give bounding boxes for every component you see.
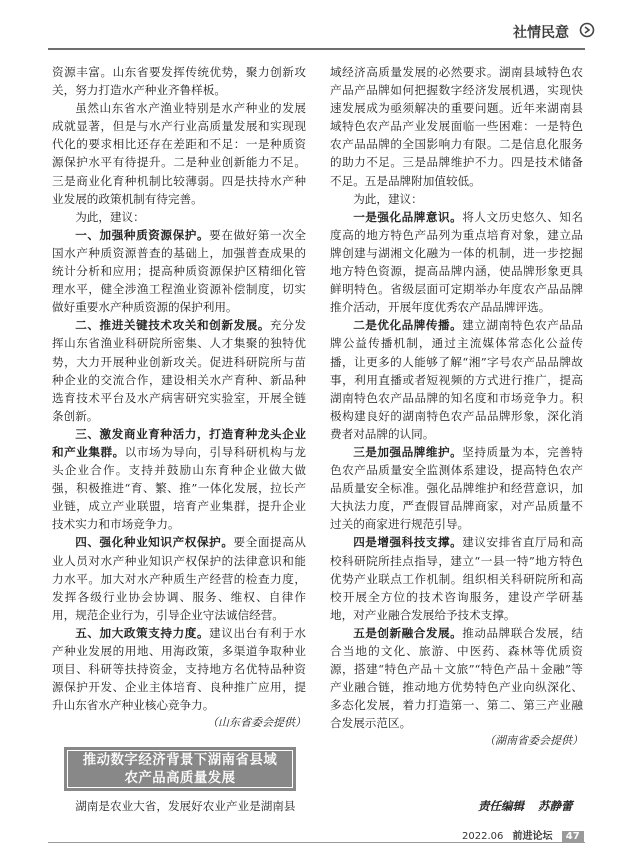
editor-name: 苏静蕾 (538, 799, 573, 813)
responsible-editor (478, 798, 573, 814)
header-rule (48, 48, 585, 50)
paragraph: 为此，建议： (75, 209, 145, 224)
suggestion-heading: 五是创新融合发展。 (353, 625, 463, 640)
suggestion-body: 建立湖南特色农产品品牌公益传播机制，通过主流媒体常态化公益传播，让更多的人能够了解“湘”字号农产品品牌故事，利用直播或者短视频的方式进行推广，提高湖南特色农产品品牌的知名度和市场竞争力。积极构建良好的湖南特色农产品品牌形象，深化消费者对品牌的认同。 (330, 318, 583, 441)
suggestion-5 (52, 624, 306, 714)
page-number: 47 (562, 831, 584, 842)
suggestion-3 (330, 443, 583, 533)
paragraph: 资源丰富。山东省要发挥传统优势，聚力创新攻关，努力打造水产种业齐鲁样板。 (52, 65, 306, 98)
article-title-box (64, 747, 296, 791)
suggestion-heading: 一、加强种质资源保护。 (75, 227, 210, 242)
page-footer (462, 827, 584, 842)
suggestion-heading: 三、激发商业育种活力，打造育种龙头企业和产业集群。 (52, 426, 306, 459)
editor-label: 责任编辑 (478, 799, 524, 813)
paragraph: 虽然山东省水产渔业特别是水产种业的发展成就显著，但是与水产行业高质量发展和实现现代化的要求相比还存在差距和不足：一是种质资源保护水平有待提升。二是种业创新能力不足。三是商业化育种机制比较薄弱。四是扶持水产种业发展的政策机制有待完善。 (52, 101, 306, 206)
suggestion-5 (330, 624, 583, 733)
suggestion-heading: 一是强化品牌意识。 (353, 209, 463, 224)
footer-rule (48, 842, 585, 843)
article-title-line-2: 农产品高质量发展 (124, 770, 236, 786)
suggestion-1 (52, 226, 306, 316)
suggestion-heading: 二是优化品牌传播。 (353, 318, 463, 333)
suggestion-body: 将人文历史悠久、知名度高的地方特色产品列为重点培育对象，建立品牌创建与湖湘文化融为一体的机制，进一步挖掘地方特色资源，提高品牌内涵，使品牌形象更具鲜明特色。省级层面可定期举办年度农产品品牌推介活动，开展年度优秀农产品品牌评选。 (330, 209, 583, 315)
right-column (330, 63, 583, 751)
article-title-line-1: 推动数字经济背景下湖南省县域 (82, 752, 278, 768)
suggestion-body: 充分发挥山东省渔业科研院所密集、人才集聚的独特优势，大力开展种业创新攻关。促进科研院所与苗种企业的交流合作，建设相关水产育种、新品种选育技术平台及水产病害研究实验室，开展全链条创新。 (52, 318, 306, 423)
suggestion-2 (330, 316, 583, 443)
suggestion-4 (330, 533, 583, 623)
suggestion-1 (330, 208, 583, 317)
suggestion-body: 要全面提高从业人员对水产种业知识产权保护的法律意识和能力水平。加大对水产种质生产经营的检查力度，发挥各级行业协会协调、服务、维权、自律作用，规范企业行为，引导企业守法诚信经营。 (52, 535, 306, 622)
suggestion-body: 以市场为导向，引导科研机构与龙头企业合作。支持并鼓励山东育种企业做大做强，积极推进“育、繁、推”一体化发展，拉长产业链，成立产业联盟，培育产业集群，提升企业技术实力和市场竞争力。 (52, 444, 306, 532)
suggestion-3 (52, 425, 306, 534)
suggestion-2 (52, 316, 306, 425)
suggestion-heading: 五、加大政策支持力度。 (75, 625, 210, 640)
suggestion-heading: 三是加强品牌维护。 (353, 444, 463, 459)
suggestion-heading: 四是增强科技支撑。 (353, 535, 463, 550)
suggestion-body: 坚持质量为本，完善特色农产品质量安全监测体系建设，提高特色农产品质量安全标准。强化品牌维护和经营意识，加大执法力度，严查假冒品牌商家，对产品质量不过关的商家进行规范引导。 (330, 444, 583, 532)
issue-date: 2022.06 (462, 831, 504, 842)
suggestion-4 (52, 533, 306, 623)
circle-arrow-icon (579, 22, 595, 42)
suggestion-body: 建议出台有利于水产种业发展的用地、用海政策，多渠道争取种业项目、科研等扶持资金，支持地方名优特品种资源保护开发、企业主体培育、良种推广应用，提升山东省水产种业核心竞争力。 (52, 625, 306, 713)
journal-name: 前进论坛 (512, 831, 553, 842)
suggestion-heading: 二、推进关键技术攻关和创新发展。 (75, 318, 271, 333)
article-opening-line: 湖南是农业大省，发展好农业产业是湖南县 (75, 799, 296, 813)
left-column (52, 63, 306, 732)
suggestion-body: 要在做好第一次全国水产种质资源普查的基础上，加强普查成果的统计分析和应用；提高种质资源保护区精细化管理水平，健全涉渔工程渔业资源补偿制度，切实做好重要水产种质资源的保护利用。 (52, 227, 306, 315)
suggestion-heading: 四、强化种业知识产权保护。 (75, 535, 234, 550)
source-attribution: （湖南省委会提供） (484, 734, 583, 748)
paragraph: 为此，建议： (353, 191, 423, 206)
source-attribution: （山东省委会提供） (207, 716, 306, 730)
paragraph: 域经济高质量发展的必然要求。湖南县域特色农产品产品牌如何把握数字经济发展机遇，实现快速发展成为亟须解决的重要问题。近年来湖南县域特色农产品产业发展面临一些困难：一是特色农产品品牌的全国影响力有限。二是信息化服务的助力不足。三是品牌维护不力。四是技术储备不足。五是品牌附加值较低。 (330, 65, 583, 188)
suggestion-body: 推动品牌联合发展，结合当地的文化、旅游、中医药、森林等优质资源，搭建“特色产品＋文旅”“特色产品＋金融”等产业融合链，推动地方优势特色产业向纵深化、多态化发展，着力打造第一、第二、第三产业融合发展示范区。 (330, 625, 583, 731)
section-title: 社情民意 (513, 25, 569, 41)
suggestion-body: 建议安排省直厅局和高校科研院所挂点指导，建立“一县一特”地方特色优势产业联点工作机制。组织相关科研院所和高校开展全方位的技术咨询服务，建设产学研基地，对产业融合发展给予技术支撑。 (330, 535, 583, 622)
